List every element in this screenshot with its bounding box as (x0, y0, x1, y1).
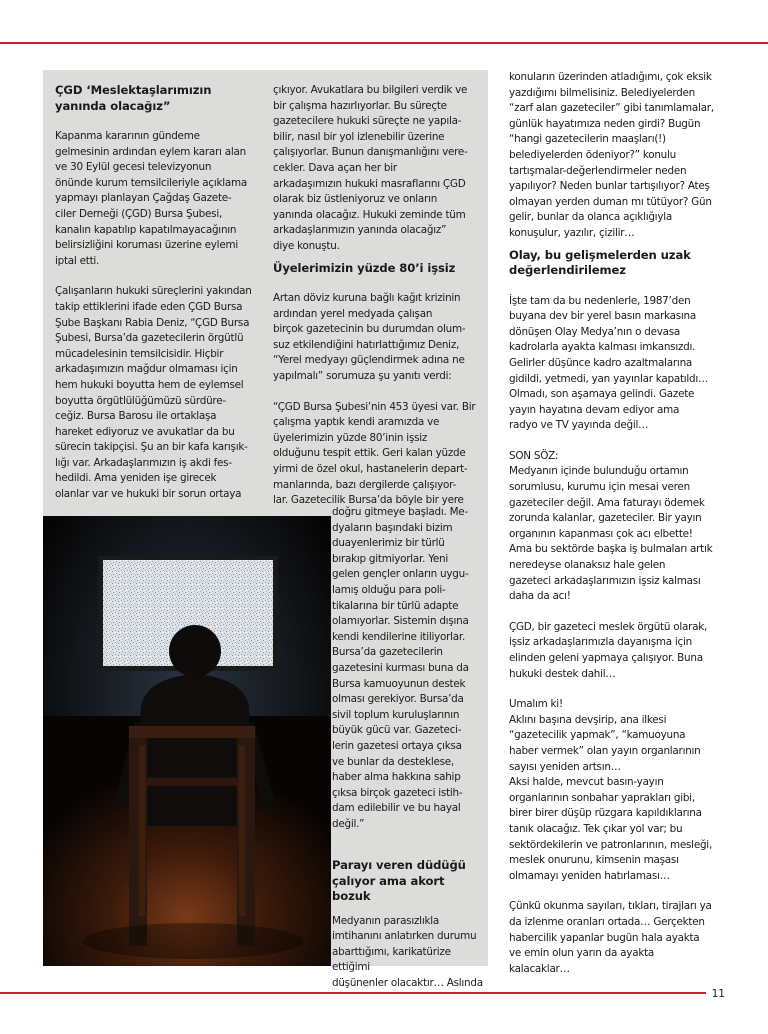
text-line: iptal etti. (55, 254, 100, 267)
text-line: çalıyor ama akort bozuk (332, 873, 445, 903)
text-line: organının kapanması çok acı elbette! (509, 527, 693, 540)
text-line: belediyelerden ödeniyor?” konulu (509, 148, 676, 161)
text-line: dönüşen Olay Medya’nın o devasa (509, 325, 681, 338)
bottom-rule (0, 992, 706, 994)
text-line: arkadaşlarımızın yanında olacağız” (273, 224, 447, 237)
paragraph (273, 400, 483, 509)
text-line: Olay, bu gelişmelerden uzak (509, 247, 691, 262)
text-line: ÇGD ‘Meslektaşlarımızın (55, 83, 212, 97)
man-watching-tv-image (43, 516, 331, 966)
paragraph (55, 284, 265, 502)
text-line: diye konuştu. (273, 239, 340, 252)
text-line: önünde kurum temsilcileriyle açıklama (55, 176, 247, 189)
text-line: haber alma hakkına sahip (332, 771, 461, 784)
text-line: elinden geleni yapmaya çalışıyor. Buna (509, 652, 703, 664)
text-line: hareket ediyoruz ve avukatlar da bu (55, 425, 235, 438)
text-line: yanında olacağız” (55, 98, 171, 113)
text-line: olarak biz üstleniyoruz ve onların (273, 193, 438, 206)
top-rule (0, 42, 768, 44)
text-line: olamıyorlar. Sistemin dışına (332, 615, 469, 628)
text-line: organlarının sonbahar yaprakları gibi, (509, 791, 695, 804)
text-line: gazeteci arkadaşlarımızın işsiz kalması (509, 574, 701, 587)
text-line: imtihanını anlatırken durumu (332, 930, 477, 943)
text-line: sürecin takipçisi. Şu an bir kafa karışık- (55, 441, 248, 454)
text-line: takip ettiklerini ifade eden ÇGD Bursa (55, 300, 243, 313)
text-line: Kapanma kararının gündeme (55, 130, 200, 142)
text-line: İşte tam da bu nedenlerle, 1987’den (509, 294, 691, 307)
section-heading (332, 858, 484, 905)
text-line: “gazetecilik yapmak”, “kamuoyuna (509, 729, 686, 742)
paragraph (273, 83, 483, 255)
text-line: sivil toplum kuruluşlarının (332, 708, 460, 721)
text-line: büyük gücü var. Gazeteci- (332, 724, 462, 737)
text-line: birçok gazetecinin bu durumdan olum- (273, 323, 466, 336)
text-line: gidildi, yetmedi, yan yayınlar kapatıldı… (509, 372, 709, 385)
paragraph (55, 129, 265, 269)
text-line: yapılıyor? Neden bunlar tartışılıyor? Ateş (509, 180, 710, 193)
paragraph (509, 697, 729, 884)
text-line: bir çalışma hazırlıyorlar. Bu süreçte (273, 99, 447, 112)
text-line: suz etkilendiğini hatırlattığımız Deniz, (273, 338, 460, 351)
text-line: Bursa’da gazetecilerin (332, 646, 443, 659)
text-line: Şubesi, Bursa’da gazetecilerin örgütlü (55, 332, 244, 345)
text-line: yanında olacağız. Hukuki zeminde tüm (273, 208, 466, 221)
text-line: çıkıyor. Avukatlara bu bilgileri verdik ve (273, 84, 468, 96)
text-line: olanlar var ve hukuki bir sorun ortaya (55, 488, 242, 501)
text-line: gelmesinin ardından eylem kararı alan (55, 145, 246, 158)
text-line: Şube Başkanı Rabia Deniz, “ÇGD Bursa (55, 316, 250, 329)
text-line: işsiz arkadaşlarımızla dayanışma için (509, 636, 692, 649)
text-line: dyaların başındaki bizim (332, 521, 453, 534)
text-line: ve 30 Eylül gecesi televizyonun (55, 161, 212, 174)
text-line: bırakıp gitmiyorlar. Yeni (332, 552, 449, 565)
text-line: kalacaklar… (509, 962, 570, 975)
text-line: hukuki destek dahil… (509, 667, 616, 680)
text-line: zorunda kalanlar, gazeteciler. Bir yayın (509, 512, 702, 525)
text-line: haber vermek” olan yayın organlarının (509, 744, 701, 757)
text-line: lar. Gazetecilik Bursa’da böyle bir yere (273, 494, 464, 507)
text-line: hedildi. Ama yeniden işe girecek (55, 472, 217, 485)
text-line: lığı var. Arkadaşlarımızın iş akdi fes- (55, 456, 232, 469)
text-line: Aksi halde, mevcut basın-yayın (509, 776, 664, 789)
text-line: gelen gençler onların uygu- (332, 568, 469, 581)
section-heading (55, 83, 265, 114)
text-line: gazeteciler değil. Ama faturayı ödemek (509, 496, 705, 509)
column-2-lower (332, 505, 484, 832)
text-line: düşünenler olacaktır… Aslında (332, 976, 483, 989)
text-line: konuşulur, yazılır, çizilir… (509, 226, 635, 239)
text-line: kadrolarla ayakta kalması imkansızdı. (509, 341, 696, 354)
text-line: ceğiz. Bursa Barosu ile ortaklaşa (55, 410, 217, 423)
page-number: 11 (711, 988, 725, 1000)
text-line: Gelirler düşünce kadro azaltmalarına (509, 356, 693, 369)
column-2-bottom (332, 858, 484, 991)
text-line: kendi kendilerine itiliyorlar. (332, 630, 466, 643)
text-line: arkadaşımızın mağdur olmaması için (55, 363, 238, 376)
text-line: daha da acı! (509, 590, 571, 603)
text-line: arkadaşımızın hukuki masraflarını ÇGD (273, 177, 466, 190)
tv-photo (43, 516, 331, 966)
text-line: kanalın kapatılıp kapatılmayacağının (55, 223, 237, 236)
text-line: “zarf alan gazeteciler” gibi tanımlamalar, (509, 102, 714, 115)
text-line: yapmayı planlayan Çağdaş Gazete- (55, 192, 232, 205)
paragraph (509, 70, 729, 242)
section-heading (273, 261, 483, 277)
text-line: gelir, bunlar da olanca açıklığıyla (509, 211, 672, 224)
text-line: günlük hayatımıza neden girdi? Bugün (509, 117, 701, 130)
column-1 (55, 83, 265, 503)
text-line: konuların üzerinden atladığımı, çok eksik (509, 71, 712, 83)
text-line: hem hukuki boyutta hem de eylemsel (55, 378, 244, 391)
text-line: boyutta örgütlülüğümüzü sürdüre- (55, 394, 226, 407)
text-line: Çünkü okunma sayıları, tıkları, tirajları ya (509, 900, 712, 913)
text-line: Medyanın parasızlıkla (332, 914, 439, 927)
column-3 (509, 70, 729, 977)
text-line: sorumlusu, kurumu için mesai veren (509, 481, 690, 494)
text-line: Ama bu sektörde başka iş bulmaları artık (509, 543, 713, 556)
text-line: yirmi de özel okul, hastanelerin depart- (273, 462, 468, 475)
text-line: tikalarına bir türlü adapte (332, 599, 459, 612)
paragraph (509, 449, 729, 605)
text-line: ardından yerel medyada çalışan (273, 307, 433, 320)
text-line: ciler Derneği (ÇGD) Bursa Şubesi, (55, 207, 223, 220)
text-line: Çalışanların hukuki süreçlerini yakından (55, 285, 252, 298)
text-line: çalışma yaptık kendi aramızda ve (273, 416, 440, 429)
text-line: olmayan yerden duman mı tütüyor? Gün (509, 195, 712, 208)
text-line: çıksa birçok gazeteci istih- (332, 786, 463, 799)
section-heading (509, 248, 729, 279)
paragraph (332, 914, 484, 992)
text-line: olması gerekiyor. Bursa’da (332, 693, 464, 706)
text-line: gazetecilere hukuki süreçte ne yapıla- (273, 115, 462, 128)
paragraph (332, 505, 484, 832)
text-line: radyo ve TV yayında değil… (509, 419, 649, 432)
paragraph (273, 291, 483, 385)
text-line: olmamayı yeniden hatırlaması… (509, 869, 670, 882)
text-line: değil.” (332, 817, 365, 830)
text-line: Üyelerimizin yüzde 80’i işsiz (273, 260, 456, 275)
text-line: olduğunu tespit ettik. Geri kalan yüzde (273, 447, 466, 460)
text-line: lamış olduğu para poli- (332, 583, 446, 596)
text-line: cekler. Dava açan her bir (273, 161, 397, 174)
text-line: “ÇGD Bursa Şubesi’nin 453 üyesi var. Bir (273, 400, 476, 413)
text-line: lerin gazetesi ortaya çıksa (332, 739, 462, 752)
text-line: ve emin olun yarın da ayakta (509, 947, 655, 960)
text-line: “Yerel medyayı güçlendirmek adına ne (273, 354, 465, 367)
paragraph (509, 294, 729, 434)
text-line: gazetesini kurması buna da (332, 661, 469, 674)
text-line: yayın hayatına devam ediyor ama (509, 403, 680, 416)
text-line: Umalım ki! (509, 698, 563, 711)
text-line: yazdığımı bilmelisiniz. Belediyelerden (509, 86, 696, 99)
text-line: belirsizliğini koruması üzerine eylemi (55, 239, 238, 252)
text-line: Artan döviz kuruna bağlı kağıt krizinin (273, 292, 461, 305)
paragraph (509, 899, 729, 977)
text-line: değerlendirilemez (509, 263, 626, 278)
text-line: çalışıyorlar. Bunun danışmanlığını vere- (273, 146, 468, 159)
text-line: sektördekilerin ve patronlarının, mesleği, (509, 838, 712, 851)
text-line: Aklını başına devşirip, ana ilkesi (509, 713, 667, 726)
text-line: yapılmalı” sorumuza şu yanıtı verdi: (273, 370, 452, 382)
text-line: neredeyse olanaksız hale gelen (509, 559, 666, 572)
text-line: tartışmalar-değerlendirmeler neden (509, 164, 687, 177)
text-line: bilir, nasıl bir yol izlenebilir üzerine (273, 130, 445, 143)
text-line: ÇGD, bir gazeteci meslek örgütü olarak, (509, 620, 708, 633)
text-line: Medyanın içinde bulunduğu ortamın (509, 465, 689, 478)
text-line: sayısı yeniden artsın… (509, 760, 621, 773)
text-line: “hangi gazetecilerin maaşları(!) (509, 133, 666, 146)
text-line: dam edilebilir ve bu hayal (332, 802, 461, 815)
paragraph (509, 620, 729, 682)
text-line: Olmadı, son aşamaya gelindi. Gazete (509, 388, 695, 401)
text-line: tanık olacağız. Tek çıkar yol var; bu (509, 822, 683, 835)
text-line: meslek onurunu, kimsenin maşası (509, 854, 679, 867)
text-line: buyana dev bir yerel basın markasına (509, 310, 696, 323)
text-line: SON SÖZ: (509, 449, 559, 462)
text-line: manlarında, bazı dergilerde çalışıyor- (273, 478, 456, 491)
text-line: habercilik yapanlar bugün hala ayakta (509, 931, 700, 944)
text-line: doğru gitmeye başladı. Me- (332, 506, 468, 518)
text-line: Bursa kamuoyunun destek (332, 677, 466, 690)
text-line: abarttığımı, karikatürize ettiğimi (332, 945, 451, 974)
text-line: ve bunlar da desteklese, (332, 755, 454, 768)
text-line: birer birer düşüp rüzgara kapıldıklarına (509, 807, 702, 820)
text-line: duayenlerimiz bir türlü (332, 537, 445, 550)
text-line: üyelerimizin yüzde 80’inin işsiz (273, 431, 428, 444)
text-line: da izlenme oranları ortada… Gerçekten (509, 915, 705, 928)
text-line: mücadelesinin temsilcisidir. Hiçbir (55, 347, 224, 360)
text-line: Parayı veren düdüğü (332, 858, 466, 872)
column-2 (273, 83, 483, 509)
